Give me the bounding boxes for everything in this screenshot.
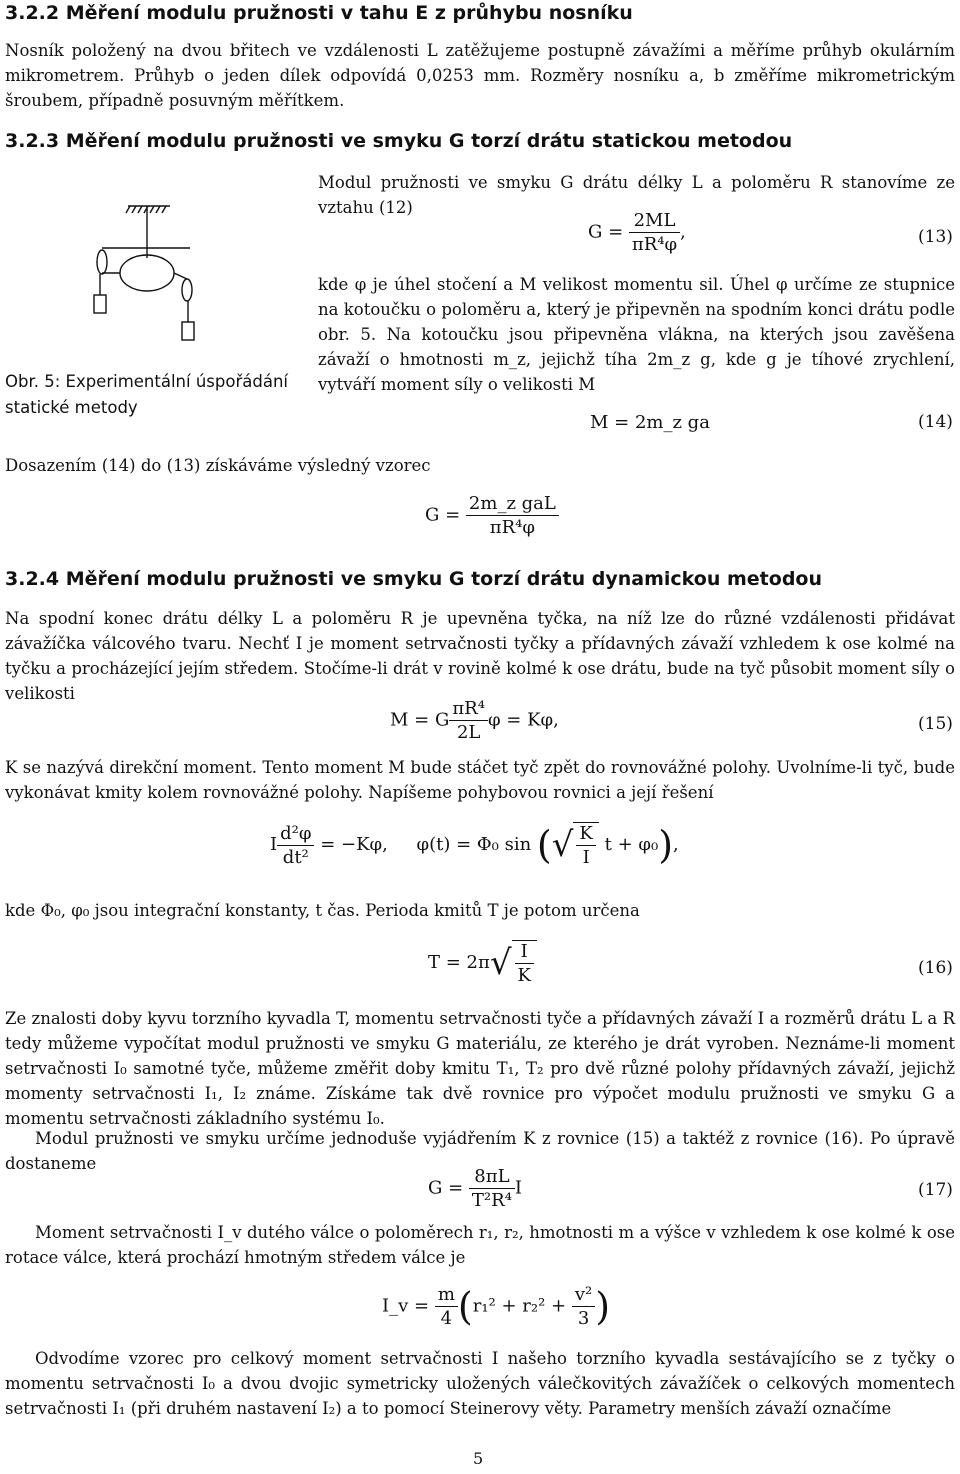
paragraph-static-method: kde φ je úhel stočení a M velikost momentu sil. Úhel φ určíme ze stupnice na kotoučku o poloměru a, který je připevněn na spodním konci drátu podle obr. 5. Na kotoučku jsou připevněna vlákna, na kterých jsou zavěšena závaží o hmotnosti m_z, jejichž tíha 2m_z g, kde g je tíhové zrychlení, vytváří moment síly o velikosti M	[318, 275, 955, 394]
paragraph-substitution: Dosazením (14) do (13) získáváme výsledný vzorec	[5, 456, 431, 475]
weight-left	[94, 295, 106, 313]
equation-motion: I $\frac{\text{d²φ}}{\text{dt²}}$ = −Kφ, φ(t) = Φ₀ sin (√ $\frac{K}{I}$ t + φ₀),	[270, 822, 679, 868]
equation-number-17: (17)	[918, 1180, 953, 1200]
apparatus-diagram	[80, 200, 210, 355]
equation-16: T = 2π√ $\frac{I}{K}$	[428, 940, 537, 986]
page-number: 5	[473, 1449, 484, 1468]
weight-right	[182, 322, 194, 340]
paragraph-period-knowledge: Ze znalosti doby kyvu torzního kyvadla T, momentu setrvačnosti tyče a přídavných závaží I a rozměrů drátu L a R tedy můžeme vypočítat modul pružnosti ve smyku G materiálu, ze kterého je drát vyroben. Neznáme-li moment setrvačnosti I₀ samotné tyče, můžeme změřit doby kmitu T₁, T₂ pro dvě různé polohy přídavných závaží, jejichž momenty setrvačnosti I₁, I₂ známe. Získáme tak dvě rovnice pro výpočet modulu pružnosti ve smyku G a momentu setrvačnosti základního systému I₀.	[5, 1009, 955, 1128]
equation-G-result: G = $\frac{\text{2m\_z gaL}}{\text{πR⁴φ}}$	[425, 493, 559, 538]
equation-number-15: (15)	[918, 714, 953, 734]
paragraph-modulus-expression: Modul pružnosti ve smyku určíme jednoduše vyjádřením K z rovnice (15) a taktéž z rovnice (16). Po úpravě dostaneme	[5, 1129, 955, 1173]
paragraph-directional-moment: K se nazývá direkční moment. Tento moment M bude stáčet tyč zpět do rovnovážné polohy. Uvolníme-li tyč, bude vykonávat kmity kolem rovnovážné polohy. Napíšeme pohybovou rovnici a její řešení	[5, 758, 955, 802]
equation-number-16: (16)	[918, 958, 953, 978]
torsion-apparatus-figure	[94, 206, 194, 340]
section-heading-3-2-4: 3.2.4 Měření modulu pružnosti ve smyku G torzí drátu dynamickou metodou	[5, 568, 822, 590]
equation-17: G = $\frac{8\pi L}{\text{T²R⁴}}$ I	[428, 1166, 523, 1211]
section-heading-3-2-2: 3.2.2 Měření modulu pružnosti v tahu E z průhybu nosníku	[5, 2, 633, 24]
figure-caption-line1: Obr. 5: Experimentální úspořádání	[5, 372, 288, 391]
equation-Iv: I_v = $\frac{m}{4}$ (r₁² + r₂² + $\frac{\text{v²}}{3}$ )	[382, 1284, 611, 1329]
paragraph-static-intro: Modul pružnosti ve smyku G drátu délky L a poloměru R stanovíme ze vztahu (12)	[318, 173, 955, 217]
equation-15: M = G $\frac{\text{πR⁴}}{2L}$ φ = Kφ,	[390, 698, 559, 743]
figure-caption-line2: statické metody	[5, 398, 138, 417]
section-heading-3-2-3: 3.2.3 Měření modulu pružnosti ve smyku G torzí drátu statickou metodou	[5, 130, 793, 152]
equation-number-14: (14)	[918, 412, 953, 432]
paragraph-hollow-cylinder: Moment setrvačnosti I_v dutého válce o poloměrech r₁, r₂, hmotnosti m a výšce v vzhledem k ose kolmé k ose rotace válce, která prochází hmotným středem válce je	[5, 1223, 955, 1267]
equation-number-13: (13)	[918, 227, 953, 247]
equation-14: M = 2m_z ga	[590, 412, 710, 433]
paragraph-total-moment: Odvodíme vzorec pro celkový moment setrvačnosti I našeho torzního kyvadla sestávajícího se z tyčky o momentu setrvačnosti I₀ a dvou dvojic symetricky uložených válečkovitých závažíček o celkových momentech setrvačnosti I₁ (při druhém nastavení I₂) a to pomocí Steinerovy věty. Parametry menších závaží označíme	[5, 1349, 955, 1418]
paragraph-dynamic-intro: Na spodní konec drátu délky L a poloměru R je upevněna tyčka, na níž lze do různé vzdálenosti přidávat závažíčka válcového tvaru. Nechť I je moment setrvačnosti tyčky a přídavných závaží vzhledem k ose kolmé na tyčku a procházející jejím středem. Stočíme-li drát v rovině kolmé k ose drátu, bude na tyč působit moment síly o velikosti	[5, 609, 955, 703]
paragraph-constants: kde Φ₀, φ₀ jsou integrační konstanty, t čas. Perioda kmitů T je potom určena	[5, 901, 640, 920]
disc	[120, 255, 174, 291]
equation-13: G = $\frac{2ML}{\text{πR⁴φ}}$ ,	[588, 210, 686, 255]
paragraph-beam-deflection: Nosník položený na dvou břitech ve vzdálenosti L zatěžujeme postupně závažími a měříme průhyb okulárním mikrometrem. Průhyb o jeden dílek odpovídá 0,0253 mm. Rozměry nosníku a, b změříme mikrometrickým šroubem, případně posuvným měřítkem.	[5, 41, 955, 110]
